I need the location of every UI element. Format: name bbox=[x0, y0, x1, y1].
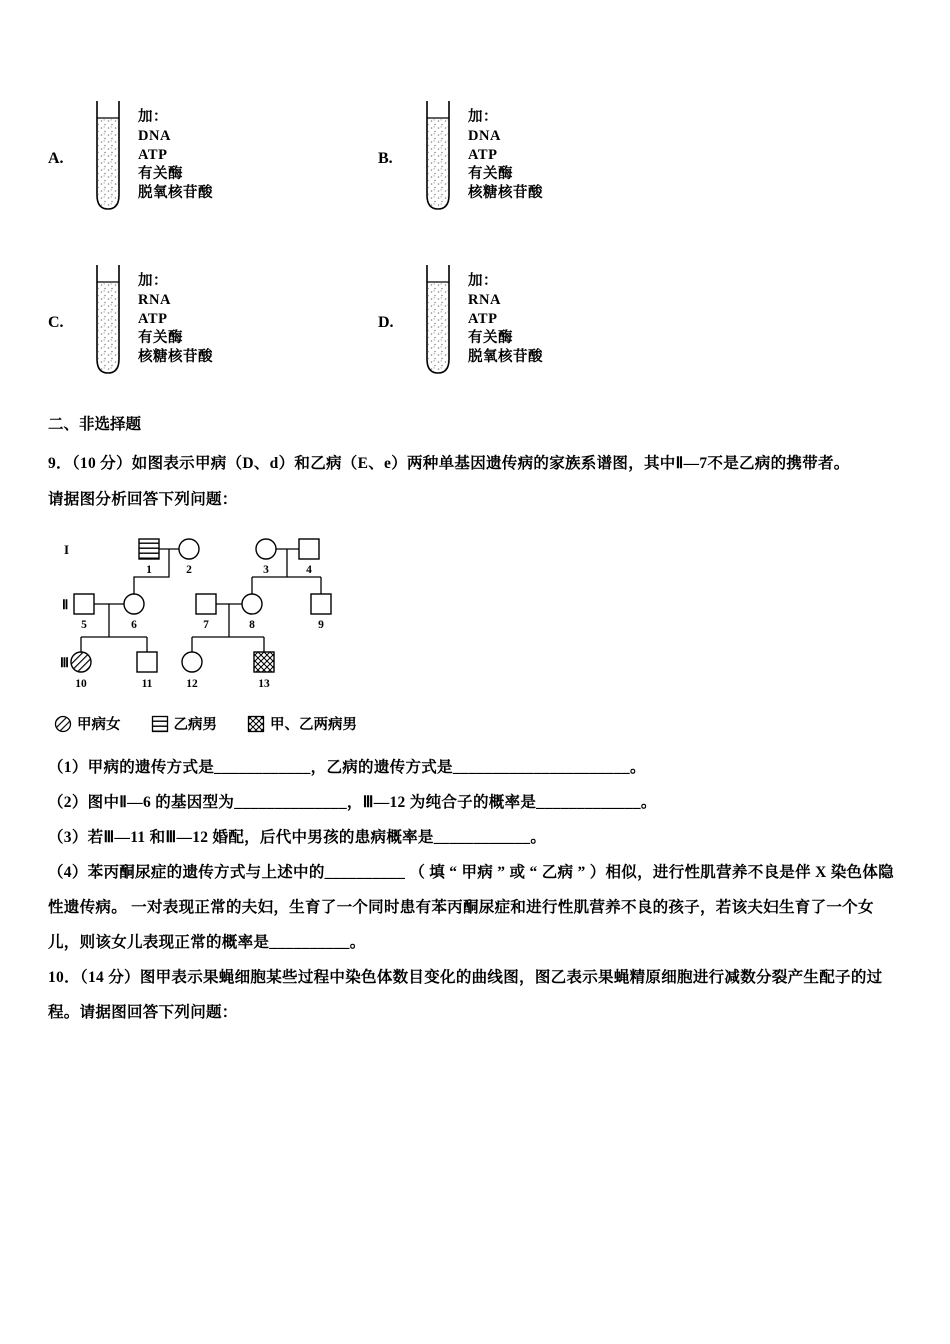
tube-line: 脱氧核苷酸 bbox=[468, 349, 543, 365]
section-header: 二、非选择题 bbox=[48, 416, 142, 433]
tube-line: ATP bbox=[138, 147, 168, 163]
question-10-intro: 10．（14 分）图甲表示果蝇细胞某些过程中染色体数目变化的曲线图，图乙表示果蝇精原细胞进行减数分裂产生配子的过程。请据图回答下列问题： bbox=[48, 969, 883, 1021]
pedigree-number: 2 bbox=[186, 564, 192, 576]
pedigree-number: 13 bbox=[258, 678, 270, 690]
generation-label: Ⅱ bbox=[62, 597, 69, 612]
tube-contents bbox=[138, 272, 213, 367]
tube-line: 加： bbox=[468, 273, 498, 289]
pedigree-number: 11 bbox=[141, 678, 153, 690]
question-9-3: （3）若Ⅲ—11 和Ⅲ—12 婚配，后代中男孩的患病概率是____________。 bbox=[48, 829, 547, 846]
question-9-intro-2: 请据图分析回答下列问题： bbox=[48, 491, 238, 508]
pedigree-number: 4 bbox=[306, 564, 312, 576]
option-c bbox=[48, 262, 378, 384]
tube-contents bbox=[468, 108, 543, 203]
pedigree-chart bbox=[54, 532, 384, 698]
tube-contents bbox=[468, 272, 543, 367]
pedigree-number: 5 bbox=[81, 619, 87, 631]
tube-line: 加： bbox=[138, 273, 168, 289]
tube-line: 加： bbox=[138, 109, 168, 125]
question-9-intro: 9．（10 分）如图表示甲病（D、d）和乙病（E、e）两种单基因遗传病的家族系谱图，其中Ⅱ—7不是乙病的携带者。 bbox=[48, 455, 850, 472]
tube-line: RNA bbox=[468, 292, 501, 308]
option-a-label: A. bbox=[48, 150, 64, 167]
tube-line: 有关酶 bbox=[468, 166, 513, 182]
test-tube-icon bbox=[86, 98, 130, 220]
pedigree-number: 6 bbox=[131, 619, 137, 631]
pedigree-number: 12 bbox=[186, 678, 198, 690]
tube-line: 加： bbox=[468, 109, 498, 125]
pedigree-number: 9 bbox=[318, 619, 324, 631]
pedigree-number: 3 bbox=[263, 564, 269, 576]
option-d-label: D. bbox=[378, 314, 394, 331]
tube-line: ATP bbox=[468, 147, 498, 163]
pedigree-number: 1 bbox=[146, 564, 152, 576]
option-b bbox=[378, 98, 708, 220]
tube-line: RNA bbox=[138, 292, 171, 308]
option-d bbox=[378, 262, 708, 384]
tube-line: 脱氧核苷酸 bbox=[138, 185, 213, 201]
affected-b-male-icon bbox=[151, 715, 169, 733]
tube-line: DNA bbox=[138, 128, 171, 144]
generation-label: I bbox=[64, 542, 70, 557]
test-tube-icon bbox=[86, 262, 130, 384]
legend-label: 甲、乙两病男 bbox=[270, 717, 357, 733]
options-section bbox=[48, 98, 902, 384]
legend-item bbox=[54, 713, 121, 734]
question-9-4: （4）苯丙酮尿症的遗传方式与上述中的__________ （ 填 “ 甲病 ” 或 “ 乙病 ” ）相似，进行性肌营养不良是伴 X 染色体隐性遗传病。 一对表现正常的夫妇，生育了一个同时患有苯丙酮尿症和进行性肌营养不良的孩子，若该夫妇生育了一个女儿，则该女儿表现正常的概率是__________。 bbox=[48, 864, 894, 951]
tube-line: 有关酶 bbox=[138, 166, 183, 182]
pedigree-number: 10 bbox=[75, 678, 87, 690]
pedigree-legend bbox=[54, 713, 902, 734]
test-tube-icon bbox=[416, 262, 460, 384]
option-a bbox=[48, 98, 378, 220]
pedigree-number: 7 bbox=[203, 619, 209, 631]
tube-contents bbox=[138, 108, 213, 203]
question-9-1: （1）甲病的遗传方式是____________，乙病的遗传方式是______________________。 bbox=[48, 759, 646, 776]
tube-line: ATP bbox=[138, 311, 168, 327]
legend-label: 甲病女 bbox=[77, 717, 121, 733]
affected-ab-male-icon bbox=[247, 715, 265, 733]
tube-line: ATP bbox=[468, 311, 498, 327]
tube-line: DNA bbox=[468, 128, 501, 144]
question-9-2: （2）图中Ⅱ—6 的基因型为______________，Ⅲ—12 为纯合子的概率是_____________。 bbox=[48, 794, 657, 811]
legend-label: 乙病男 bbox=[173, 717, 217, 733]
affected-a-female-icon bbox=[54, 715, 72, 733]
option-b-label: B. bbox=[378, 150, 393, 167]
test-tube-icon bbox=[416, 98, 460, 220]
tube-line: 有关酶 bbox=[138, 330, 183, 346]
tube-line: 有关酶 bbox=[468, 330, 513, 346]
tube-line: 核糖核苷酸 bbox=[468, 185, 543, 201]
pedigree-figure bbox=[54, 532, 902, 703]
legend-item bbox=[247, 713, 357, 734]
tube-line: 核糖核苷酸 bbox=[138, 349, 213, 365]
generation-label: Ⅲ bbox=[60, 655, 69, 670]
pedigree-number: 8 bbox=[249, 619, 255, 631]
option-c-label: C. bbox=[48, 314, 64, 331]
legend-item bbox=[151, 713, 218, 734]
